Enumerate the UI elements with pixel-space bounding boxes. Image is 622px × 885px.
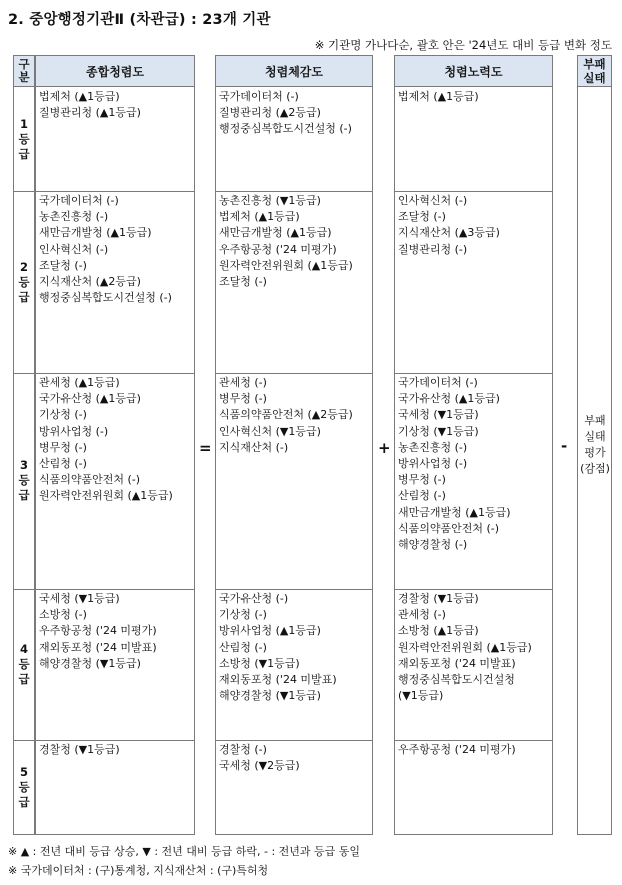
perceived-grade-1: 국가데이터처 (-) 질병관리청 (▲2등급) 행정중심복합도시건설청 (-) [219, 90, 352, 136]
grade-label-5: 5 등 급 [18, 765, 30, 809]
perceived-header: 청렴체감도 [215, 55, 373, 87]
grade-divider [13, 373, 195, 374]
total-grade-3: 관세청 (▲1등급) 국가유산청 (▲1등급) 기상청 (-) 방위사업청 (-) 병무청 (-) 산림청 (-) 식품의약품안전처 (-) 원자력안전위원회 (▲1등급) [39, 376, 173, 503]
total-grade-5: 경찰청 (▼1등급) [39, 743, 120, 756]
perceived-grade-3: 관세청 (-) 병무청 (-) 식품의약품안전처 (▲2등급) 인사혁신처 (▼1등급) 지식재산처 (-) [219, 376, 353, 454]
grade-divider [215, 191, 373, 192]
grade-label-1: 1 등 급 [18, 117, 30, 161]
sort-note: ※ 기관명 가나다순, 괄호 안은 '24년도 대비 등급 변화 정도 [314, 38, 612, 52]
effort-header: 청렴노력도 [394, 55, 553, 87]
grade-divider [215, 740, 373, 741]
footnote-renamed: ※ 국가데이터처 : (구)통계청, 지식재산처 : (구)특허청 [8, 864, 269, 877]
level-column [13, 55, 35, 835]
page-title: 2. 중앙행정기관Ⅱ (차관급) : 23개 기관 [8, 12, 271, 28]
plus-operator: + [378, 439, 391, 457]
total-grade-4: 국세청 (▼1등급) 소방청 (-) 우주항공청 ('24 미평가) 재외동포청 ('24 미발표) 해양경찰청 (▼1등급) [39, 592, 157, 670]
perceived-grade-2: 농촌진흥청 (▼1등급) 법제처 (▲1등급) 새만금개발청 (▲1등급) 우주항공청 ('24 미평가) 원자력안전위원회 (▲1등급) 조달청 (-) [219, 194, 353, 289]
grade-divider [215, 589, 373, 590]
grade-label-3: 3 등 급 [18, 458, 30, 502]
level-header: 구 분 [13, 55, 35, 87]
perceived-grade-5: 경찰청 (-) 국세청 (▼2등급) [219, 743, 300, 773]
grade-divider [13, 589, 195, 590]
corruption-header: 부패 실태 [577, 55, 612, 87]
effort-grade-1: 법제처 (▲1등급) [398, 90, 479, 103]
grade-divider [215, 373, 373, 374]
effort-grade-2: 인사혁신처 (-) 조달청 (-) 지식재산처 (▲3등급) 질병관리청 (-) [398, 194, 500, 256]
perceived-grade-4: 국가유산청 (-) 기상청 (-) 방위사업청 (▲1등급) 산림청 (-) 소방청 (▼1등급) 재외동포청 ('24 미발표) 해양경찰청 (▼1등급) [219, 592, 337, 703]
grade-divider [394, 740, 553, 741]
effort-grade-5: 우주항공청 ('24 미평가) [398, 743, 516, 756]
minus-operator: - [561, 437, 568, 455]
total-grade-1: 법제처 (▲1등급) 질병관리청 (▲1등급) [39, 90, 141, 120]
grade-label-2: 2 등 급 [18, 260, 30, 304]
effort-grade-3: 국가데이터처 (-) 국가유산청 (▲1등급) 국세청 (▼1등급) 기상청 (▼1등급) 농촌진흥청 (-) 방위사업청 (-) 병무청 (-) 산림청 (-) 새만금개발청 (▲1등급) 식품의약품안전처 (-) 해양경찰청 (-) [398, 376, 511, 552]
effort-grade-4: 경찰청 (▼1등급) 관세청 (-) 소방청 (▲1등급) 원자력안전위원회 (▲1등급) 재외동포청 ('24 미발표) 행정중심복합도시건설청 (▼1등급) [398, 592, 532, 703]
total-header: 종합청렴도 [35, 55, 195, 87]
grade-divider [394, 191, 553, 192]
grade-label-4: 4 등 급 [18, 642, 30, 686]
grade-divider [394, 589, 553, 590]
total-grade-2: 국가데이터처 (-) 농촌진흥청 (-) 새만금개발청 (▲1등급) 인사혁신처 (-) 조달청 (-) 지식재산처 (▲2등급) 행정중심복합도시건설청 (-) [39, 194, 172, 305]
footnote-legend: ※ ▲ : 전년 대비 등급 상승, ▼ : 전년 대비 등급 하락, - : 전년과 등급 동일 [8, 845, 361, 858]
grade-divider [394, 373, 553, 374]
equals-operator: = [199, 439, 212, 457]
grade-divider [13, 740, 195, 741]
corruption-assessment: 부패 실태 평가 (감점) [580, 414, 610, 475]
grade-divider [13, 191, 195, 192]
